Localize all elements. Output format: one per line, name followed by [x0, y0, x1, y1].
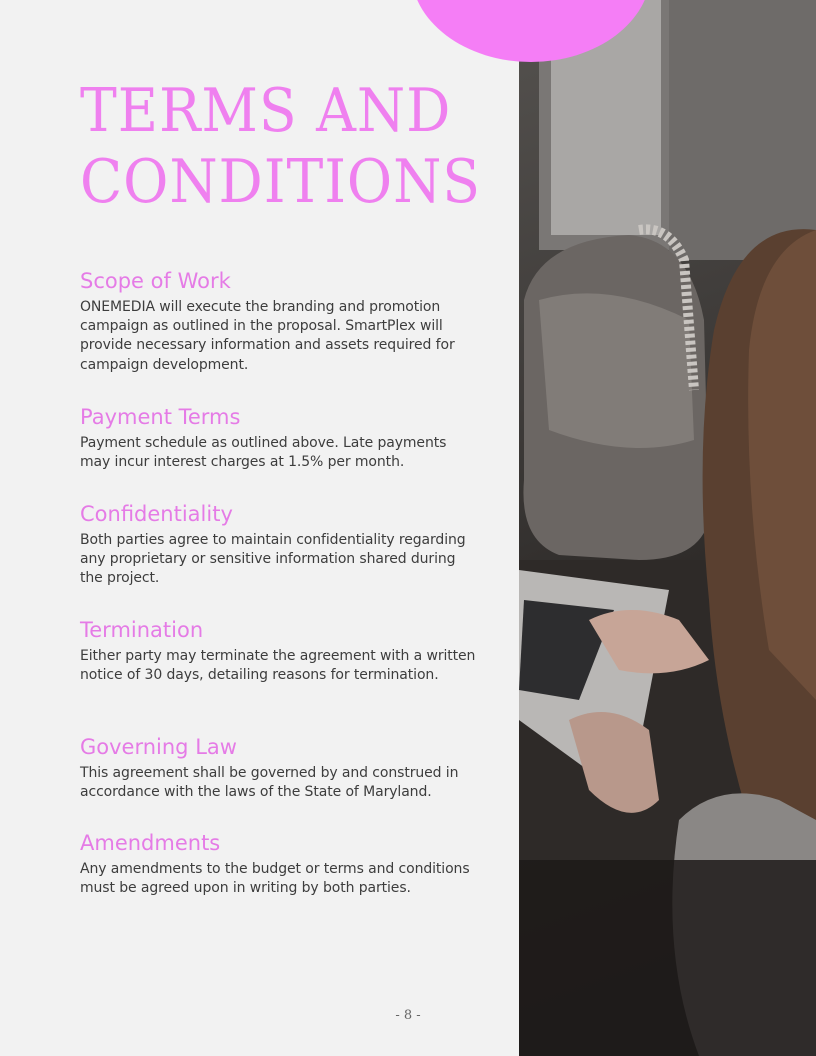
section-heading: Governing Law: [80, 735, 237, 759]
section-heading: Confidentiality: [80, 502, 233, 526]
section-heading: Amendments: [80, 831, 221, 855]
section-body: Either party may terminate the agreement with a written notice of 30 days, detailing reasons for termination.: [80, 648, 476, 684]
section-body: Any amendments to the budget or terms and conditions must be agreed upon in writing by both parties.: [80, 861, 470, 897]
section-amendments: [80, 829, 480, 898]
section-termination: [80, 616, 480, 685]
section-payment-terms: [80, 403, 480, 472]
section-heading: Termination: [80, 618, 204, 642]
photo-woman-laptop: [519, 0, 816, 1056]
wall: [669, 0, 816, 260]
section-confidentiality: [80, 500, 480, 589]
section-heading: Payment Terms: [80, 405, 241, 429]
lower-shadow: [519, 860, 816, 1056]
section-body: Both parties agree to maintain confidentiality regarding any proprietary or sensitive information shared during the project.: [80, 532, 466, 587]
backpack-flap: [539, 293, 694, 448]
section-scope-of-work: [80, 267, 480, 375]
section-governing-law: [80, 733, 480, 802]
page-title: TERMS AND CONDITIONS: [80, 76, 482, 217]
page-number: - 8 -: [395, 1008, 421, 1023]
section-body: Payment schedule as outlined above. Late payments may incur interest charges at 1.5% per month.: [80, 435, 447, 471]
section-body: This agreement shall be governed by and construed in accordance with the laws of the State of Maryland.: [80, 765, 459, 801]
section-body: ONEMEDIA will execute the branding and promotion campaign as outlined in the proposal. SmartPlex will provide necessary information and assets required for campaign development.: [80, 299, 455, 373]
photo-illustration: [519, 0, 816, 1056]
section-heading: Scope of Work: [80, 269, 231, 293]
